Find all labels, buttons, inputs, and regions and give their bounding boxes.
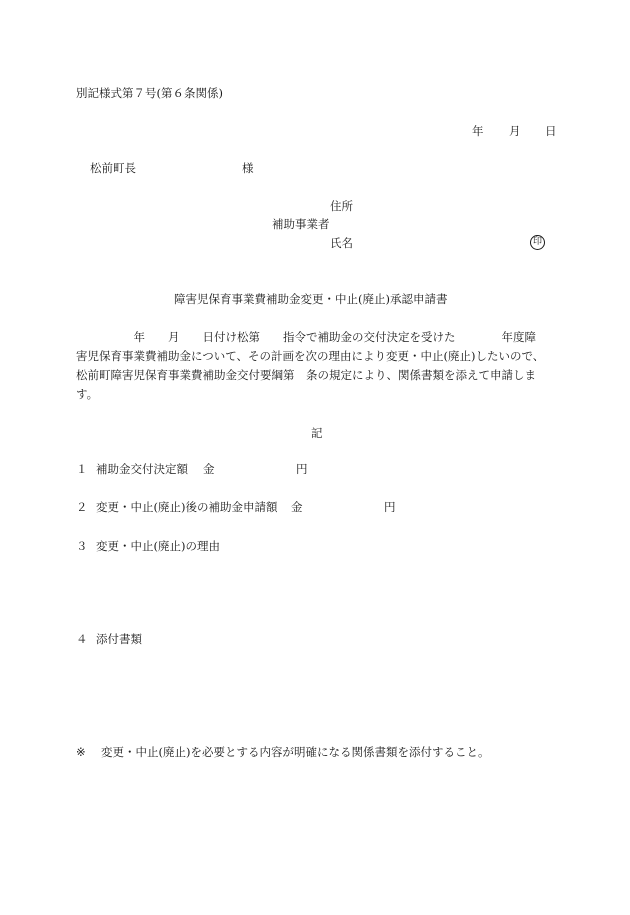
addressee-title: 松前町長 <box>90 161 136 175</box>
item1-number: １ <box>76 462 88 476</box>
body-line-1: 年 月 日付け松第 指令で補助金の交付決定を受けた 年度障 <box>76 330 536 344</box>
name-label: 氏名 <box>330 236 353 250</box>
ki-heading: 記 <box>311 426 323 440</box>
address-label: 住所 <box>330 199 353 213</box>
item4-label: 添付書類 <box>96 632 142 646</box>
body-line-3: 松前町障害児保育事業費補助金交付要綱第 条の規定により、関係書類を添えて申請しま <box>76 368 536 382</box>
item3-number: ３ <box>76 539 88 553</box>
addressee-honorific: 様 <box>242 161 254 175</box>
seal-mark: 印 <box>530 235 545 250</box>
item2-label: 変更・中止(廃止)後の補助金申請額 <box>96 500 278 514</box>
document-title: 障害児保育事業費補助金変更・中止(廃止)承認申請書 <box>174 292 448 306</box>
date-month-label: 月 <box>509 124 521 138</box>
date-year-label: 年 <box>472 124 484 138</box>
form-number: 別記様式第７号(第６条関係) <box>76 86 223 100</box>
item1-label: 補助金交付決定額 <box>96 462 188 476</box>
item2-number: ２ <box>76 500 88 514</box>
body-paragraph <box>76 328 560 404</box>
item1-currency: 金 <box>203 462 215 476</box>
item1-unit: 円 <box>296 462 308 476</box>
body-line-2: 害児保育事業費補助金について、その計画を次の理由により変更・中止(廃止)したいので、 <box>76 349 545 363</box>
item2-currency: 金 <box>291 500 303 514</box>
item4-number: ４ <box>76 632 88 646</box>
item2-unit: 円 <box>384 500 396 514</box>
note-text: 変更・中止(廃止)を必要とする内容が明確になる関係書類を添付すること。 <box>101 745 490 759</box>
note-mark: ※ <box>76 745 86 759</box>
item3-label: 変更・中止(廃止)の理由 <box>96 539 220 553</box>
date-day-label: 日 <box>545 124 557 138</box>
applicant-role-label: 補助事業者 <box>272 217 330 231</box>
body-line-4: す。 <box>76 387 99 401</box>
